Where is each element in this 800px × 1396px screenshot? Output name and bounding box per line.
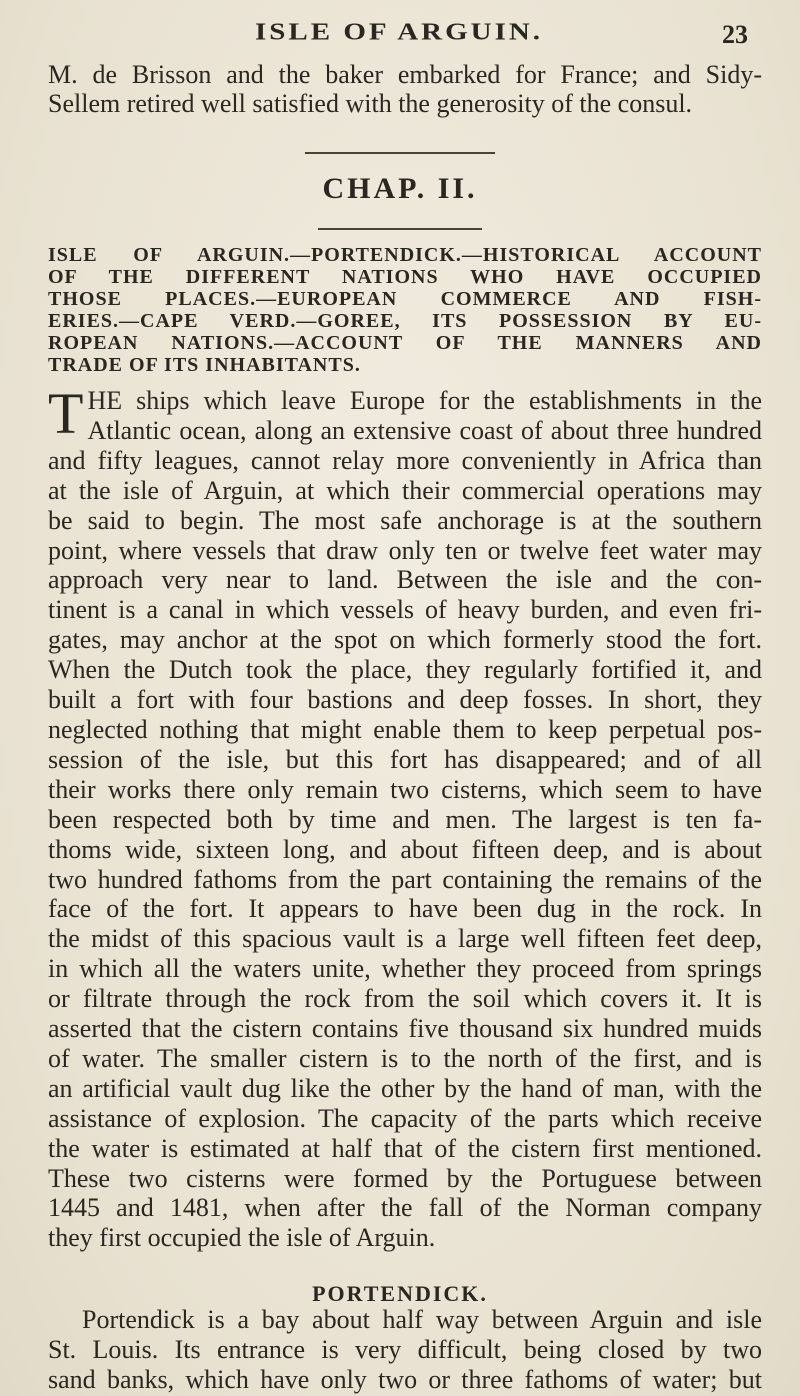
text-line: point, where vessels that draw only ten or twelve feet water may [48, 535, 762, 565]
text-line: they first occupied the isle of Arguin. [48, 1223, 436, 1253]
text-line: at the isle of Arguin, at which their commercial operations may [48, 475, 762, 505]
text-line: sand banks, which have only two or three fathoms of water; but [48, 1365, 762, 1394]
summary-line: ISLE OF ARGUIN.—PORTENDICK.—HISTORICAL ACCOUNT [48, 244, 762, 266]
text-line: the midst of this spacious vault is a large well fifteen feet deep, [48, 924, 762, 954]
text-line: Portendick is a bay about half way between Arguin and isle [82, 1305, 762, 1334]
text-line: M. de Brisson and the baker embarked for France; and Sidy- [48, 60, 762, 89]
text-line: built a fort with four bastions and deep fosses. In short, they [48, 685, 762, 715]
summary-line: THOSE PLACES.—EUROPEAN COMMERCE AND FISH- [48, 288, 762, 310]
divider-rule [318, 228, 482, 230]
text-line: be said to begin. The most safe anchorage is at the southern [48, 505, 762, 535]
body-paragraph [48, 381, 762, 1253]
summary-line: TRADE OF ITS INHABITANTS. [48, 354, 361, 376]
text-line: St. Louis. Its entrance is very difficult, being closed by two [48, 1335, 762, 1364]
text-line: Sellem retired well satisfied with the generosity of the consul. [48, 89, 693, 118]
text-line: thoms wide, sixteen long, and about fifteen deep, and is about [48, 834, 762, 864]
summary-line: ERIES.—CAPE VERD.—GOREE, ITS POSSESSION BY EU- [48, 310, 762, 332]
text-line: of water. The smaller cistern is to the north of the first, and is [48, 1043, 762, 1073]
drop-cap: T [48, 381, 84, 446]
text-line: gates, may anchor at the spot on which formerly stood the fort. [48, 625, 762, 655]
summary-line: ROPEAN NATIONS.—ACCOUNT OF THE MANNERS AND [48, 332, 762, 354]
text-line: been respected both by time and men. The largest is ten fa- [48, 804, 762, 834]
divider-rule [305, 152, 495, 154]
text-line: neglected nothing that might enable them to keep perpetual pos- [48, 714, 762, 744]
section-heading: PORTENDICK. [312, 1281, 488, 1306]
text-line: their works there only remain two cisterns, which seem to have [48, 774, 762, 804]
text-line: asserted that the cistern contains five thousand six hundred muids [48, 1014, 762, 1044]
text-line: or filtrate through the rock from the soil which covers it. It is [48, 984, 762, 1014]
opening-paragraph [48, 60, 762, 118]
text-line: an artificial vault dug like the other by the hand of man, with the [48, 1073, 762, 1103]
text-line: HE ships which leave Europe for the establishments in the [87, 386, 762, 415]
text-line: in which all the waters unite, whether they proceed from springs [48, 954, 762, 984]
section-paragraph [48, 1305, 762, 1395]
running-head [0, 18, 800, 58]
text-line: face of the fort. It appears to have been dug in the rock. In [48, 894, 762, 924]
text-line: session of the isle, but this fort has disappeared; and of all [48, 744, 762, 774]
text-line: Atlantic ocean, along an extensive coast of about three hundred [87, 415, 762, 445]
chapter-title: CHAP. II. [322, 172, 478, 205]
summary-line: OF THE DIFFERENT NATIONS WHO HAVE OCCUPIED [48, 266, 762, 288]
text-line: tinent is a canal in which vessels of heavy burden, and even fri- [48, 595, 762, 625]
text-line: 1445 and 1481, when after the fall of the Norman company [48, 1193, 762, 1223]
text-line: and fifty leagues, cannot relay more conveniently in Africa than [48, 445, 762, 475]
page-number: 23 [722, 20, 748, 49]
text-line: approach very near to land. Between the isle and the con- [48, 565, 762, 595]
chapter-summary [48, 244, 762, 376]
text-line: two hundred fathoms from the part containing the remains of the [48, 864, 762, 894]
text-line: the water is estimated at half that of the cistern first mentioned. [48, 1133, 762, 1163]
text-line: assistance of explosion. The capacity of the parts which receive [48, 1103, 762, 1133]
text-line: When the Dutch took the place, they regularly fortified it, and [48, 655, 762, 685]
running-head-title: ISLE OF ARGUIN. [255, 18, 544, 46]
text-line: These two cisterns were formed by the Portuguese between [48, 1163, 762, 1193]
